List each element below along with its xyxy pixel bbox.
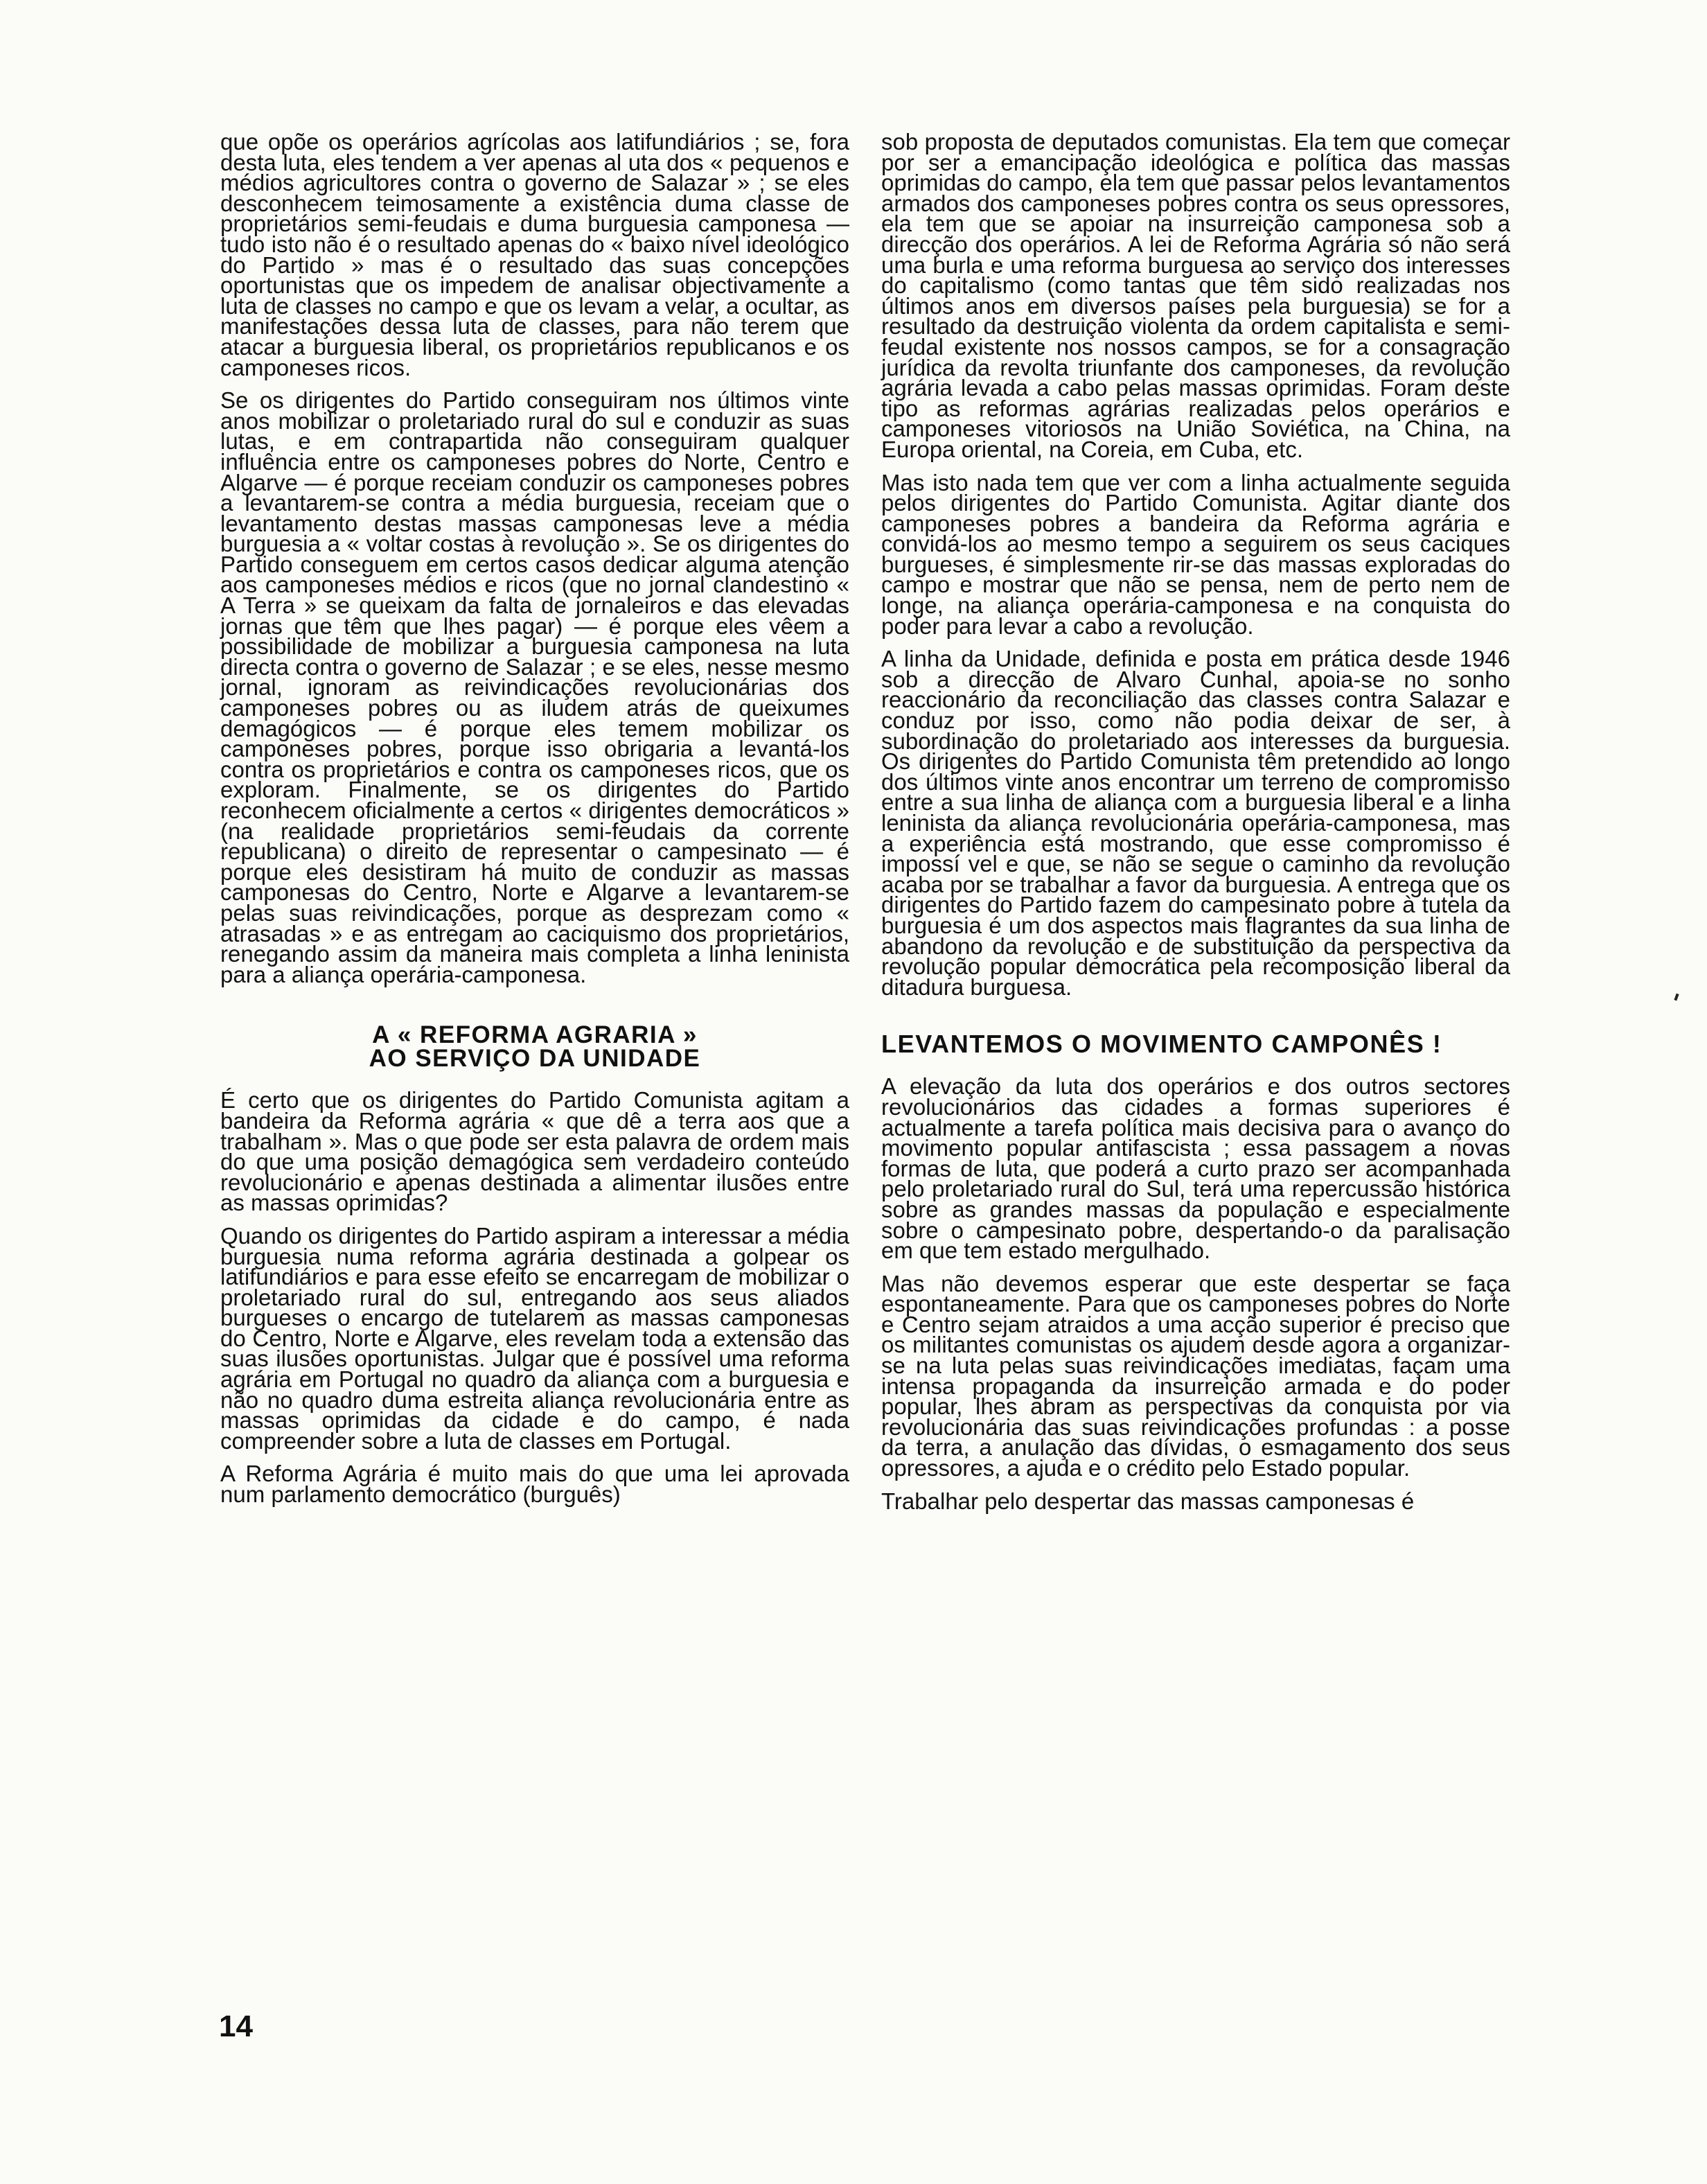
paragraph: que opõe os operários agrícolas aos latifundiários ; se, fora desta luta, eles tendem a ver apenas al uta dos « pequenos e médios agricultores contra o governo de Salazar » ; se eles desconhecem teimosamente a existência duma classe de proprietários semi-feudais e duma burguesia camponesa — tudo isto não é o resultado apenas do « baixo nível ideológico do Partido » mas é o resultado das suas concepções oportunistas que os impedem de analisar objectivamente a luta de classes no campo e que os levam a velar, a ocultar, as manifestações dessa luta de classes, para não terem que atacar a burguesia liberal, os proprietários republicanos e os camponeses ricos. xyxy=(220,129,850,380)
page-number: 14 xyxy=(219,2009,253,2043)
ink-speck xyxy=(1674,994,1679,1001)
section-heading xyxy=(220,1023,849,1071)
paragraph: É certo que os dirigentes do Partido Comunista agitam a bandeira da Reforma agrária « que dê a terra aos que a trabalham ». Mas o que pode ser esta palavra de ordem mais do que uma posição demagógica sem verdadeiro conteúdo revolucionário e apenas destinada a alimentar ilusões entre as massas oprimidas? xyxy=(220,1087,849,1216)
paragraph: sob proposta de deputados comunistas. Ela tem que começar por ser a emancipação ideológica e política das massas oprimidas do campo, ela tem que passar pelos levantamentos armados dos camponeses pobres contra os seus opressores, ela tem que se apoiar na insurreição camponesa sob a direcção dos operários. A lei de Reforma Agrária só não será uma burla e uma reforma burguesa ao serviço dos interesses do capitalismo (como tantas que têm sido realizadas nos últimos anos em diversos países pela burguesia) se for a resultado da destruição violenta da ordem capitalista e semi-feudal existente nos nossos campos, se for a consagração jurídica da revolta triunfante dos camponeses, da revolução agrária levada a cabo pelas massas oprimidas. Foram deste tipo as reformas agrárias realizadas pelos operários e camponeses vitoriosos na União Soviética, na China, na Europa oriental, na Coreia, em Cuba, etc. xyxy=(881,129,1510,462)
right-column xyxy=(881,129,1510,1524)
paragraph: A linha da Unidade, definida e posta em prática desde 1946 sob a direcção de Alvaro Cunhal, apoia-se no sonho reaccionário da reconciliação das classes contra Salazar e conduz por isso, como não podia deixar de ser, à subordinação do proletariado aos interesses da burguesia. Os dirigentes do Partido Comunista têm pretendido ao longo dos últimos vinte anos encontrar um terreno de compromisso entre a sua linha de aliança com a burguesia liberal e a linha leninista da aliança revolucionária operária-camponesa, mas a experiência está mostrando, que esse compromisso é impossí vel e que, se não se segue o caminho da revolução acaba por se trabalhar a favor da burguesia. A entrega que os dirigentes do Partido fazem do campesinato pobre à tutela da burguesia é um dos aspectos mais flagrantes da sua linha de abandono da revolução e de substituição da perspectiva da revolução popular democrática pela recomposição liberal da ditadura burguesa. xyxy=(881,646,1510,1000)
paragraph: Mas isto nada tem que ver com a linha actualmente seguida pelos dirigentes do Partido Comunista. Agitar diante dos camponeses pobres a bandeira da Reforma agrária e convidá-los ao mesmo tempo a seguirem os seus caciques burgueses, é simplesmente rir-se das massas exploradas do campo e mostrar que não se pensa, nem de perto nem de longe, na aliança operária-camponesa e na conquista do poder para levar a cabo a revolução. xyxy=(881,469,1510,639)
paragraph: Mas não devemos esperar que este despertar se faça espontaneamente. Para que os camponeses pobres do Norte e Centro sejam atraidos a uma acção superior é preciso que os militantes comunistas os ajudem desde agora a organizar-se na luta pelas suas reivindicações imediatas, façam uma intensa propaganda da insurreição armada e do poder popular, lhes abram as perspectivas da conquista por via revolucionária das suas reivindicações profundas : a posse da terra, a anulação das dívidas, o esmagamento dos seus opressores, a ajuda e o crédito pelo Estado popular. xyxy=(881,1270,1510,1481)
paragraph: A elevação da luta dos operários e dos outros sectores revolucionários das cidades a formas superiores é actualmente a tarefa política mais decisiva para o avanço do movimento popular antifascista ; essa passagem a novas formas de luta, que poderá a curto prazo ser acompanhada pelo proletariado rural do Sul, terá uma repercussão histórica sobre as grandes massas da população e especialmente sobre o campesinato pobre, despertando-o da paralisação em que tem estado mergulhado. xyxy=(881,1073,1510,1264)
paragraph: Trabalhar pelo despertar das massas camponesas é xyxy=(881,1488,1415,1514)
section-heading-line: A « REFORMA AGRARIA » xyxy=(372,1021,698,1049)
paragraph: Quando os dirigentes do Partido aspiram a interessar a média burguesia numa reforma agrária destinada a golpear os latifundiários e para esse efeito se encarregam de mobilizar o proletariado rural do sul, entregando aos seus aliados burgueses o encargo de tutelarem as massas camponesas do Centro, Norte e Algarve, eles revelam toda a extensão das suas ilusões oportunistas. Julgar que é possível uma reforma agrária em Portugal no quadro da aliança com a burguesia e não no quadro duma estreita aliança revolucionária entre as massas oprimidas da cidade e do campo, é nada compreender sobre a luta de classes em Portugal. xyxy=(220,1222,849,1454)
paragraph: Se os dirigentes do Partido conseguiram nos últimos vinte anos mobilizar o proletariado rural do sul e conduzir as suas lutas, e em contrapartida não conseguiram qualquer influência entre os camponeses pobres do Norte, Centro e Algarve — é porque receiam conduzir os camponeses pobres a levantarem-se contra a média burguesia, receiam que o levantamento destas massas camponesas leve a média burguesia a « voltar costas à revolução ». Se os dirigentes do Partido conseguem em certos casos dedicar alguma atenção aos camponeses médios e ricos (que no jornal clandestino « A Terra » se queixam da falta de jornaleiros e das elevadas jornas que têm que lhes pagar) — é porque eles vêem a possibilidade de mobilizar a burguesia camponesa na luta directa contra o governo de Salazar ; e se eles, nesse mesmo jornal, ignoram as reivindicações revolucionárias dos camponeses pobres ou as iludem atrás de queixumes demagógicos — é porque eles temem mobilizar os camponeses pobres, porque isso obrigaria a levantá-los contra os proprietários e contra os camponeses ricos, que os exploram. Finalmente, se os dirigentes do Partido reconhecem oficialmente a certos « dirigentes democráticos » (na realidade proprietários semi-feudais da corrente republicana) o direito de representar o campesinato — é porque eles desistiram há muito de conduzir as massas camponesas do Centro, Norte e Algarve a levantarem-se pelas suas reivindicações, porque as desprezam como « atrasadas » e as entregam ao caciquismo dos proprietários, renegando assim da maneira mais completa a linha leninista para a aliança operária-camponesa. xyxy=(220,387,849,987)
section-heading-line: AO SERVIÇO DA UNIDADE xyxy=(369,1045,701,1073)
paragraph: A Reforma Agrária é muito mais do que uma lei aprovada num parlamento democrático (burguês) xyxy=(220,1461,849,1508)
section-heading: LEVANTEMOS O MOVIMENTO CAMPONÊS ! xyxy=(881,1030,1442,1059)
left-column xyxy=(220,129,850,1517)
